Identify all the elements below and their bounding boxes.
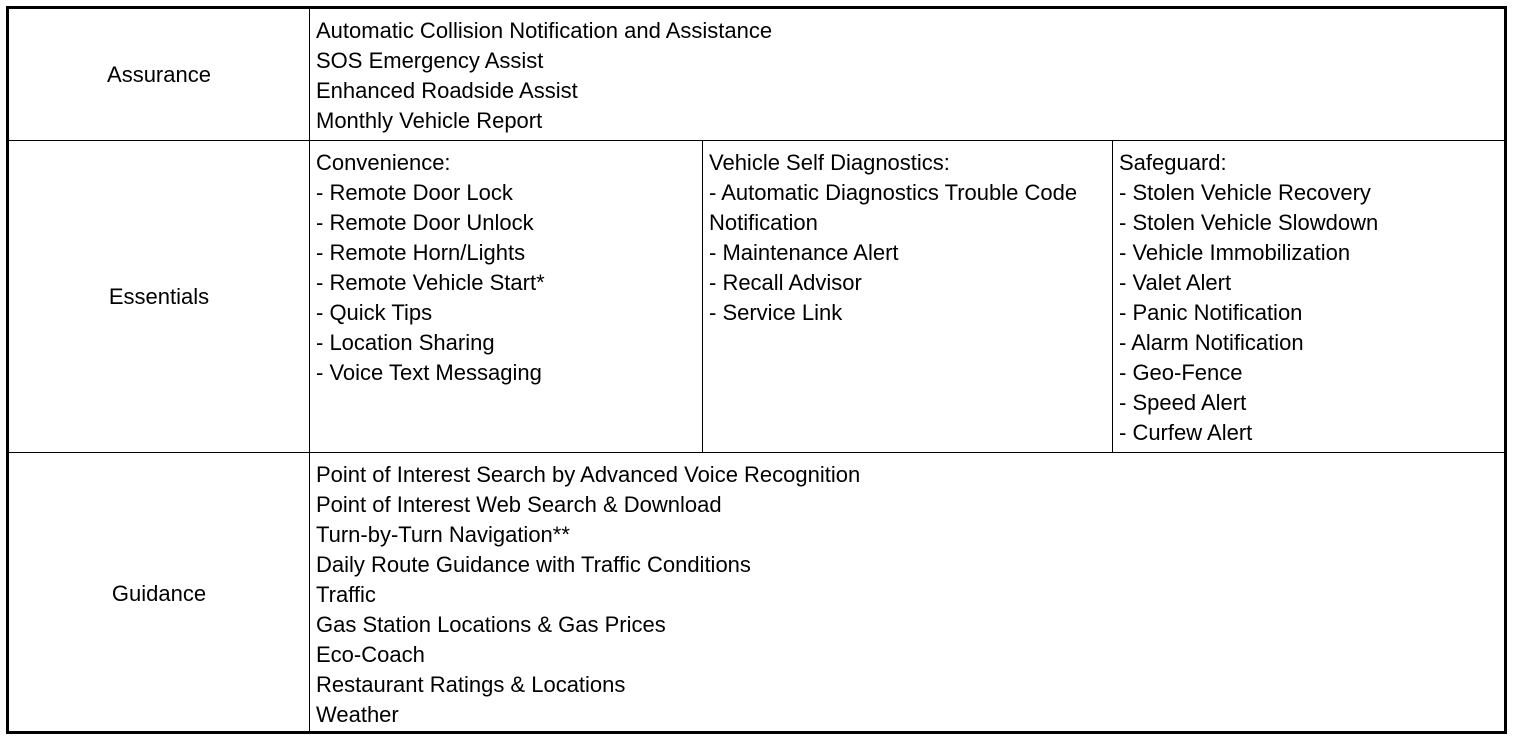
assurance-feature-list: [310, 9, 1504, 136]
list-item: - Remote Vehicle Start*: [316, 270, 545, 295]
services-table: [6, 6, 1507, 734]
guidance-features-cell: [310, 453, 1504, 734]
list-item: Monthly Vehicle Report: [316, 108, 543, 133]
row-label-essentials: Essentials: [9, 141, 310, 452]
list-item: - Service Link: [709, 300, 843, 325]
list-item: - Automatic Diagnostics Trouble Code Notification: [709, 180, 1078, 235]
list-item: Restaurant Ratings & Locations: [316, 672, 626, 697]
list-item: SOS Emergency Assist: [316, 48, 544, 73]
diagnostics-heading: Vehicle Self Diagnostics:: [709, 150, 950, 175]
list-item: - Valet Alert: [1119, 270, 1232, 295]
list-item: - Curfew Alert: [1119, 420, 1253, 445]
list-item: Weather: [316, 702, 399, 727]
list-item: Gas Station Locations & Gas Prices: [316, 612, 666, 637]
list-item: Point of Interest Web Search & Download: [316, 492, 722, 517]
list-item: Enhanced Roadside Assist: [316, 78, 578, 103]
essentials-features-cell: [310, 141, 1504, 452]
list-item: - Vehicle Immobilization: [1119, 240, 1351, 265]
list-item: - Remote Horn/Lights: [316, 240, 526, 265]
list-item: - Stolen Vehicle Slowdown: [1119, 210, 1379, 235]
list-item: - Voice Text Messaging: [316, 360, 542, 385]
convenience-list: [310, 141, 702, 388]
list-item: Daily Route Guidance with Traffic Conditions: [316, 552, 751, 577]
list-item: - Alarm Notification: [1119, 330, 1304, 355]
list-item: - Maintenance Alert: [709, 240, 899, 265]
list-item: Point of Interest Search by Advanced Voice Recognition: [316, 462, 861, 487]
guidance-feature-list: [310, 453, 1504, 730]
list-item: - Remote Door Unlock: [316, 210, 534, 235]
list-item: - Remote Door Lock: [316, 180, 513, 205]
list-item: - Geo-Fence: [1119, 360, 1243, 385]
convenience-cell: [310, 141, 703, 452]
assurance-features-cell: [310, 9, 1504, 140]
list-item: Traffic: [316, 582, 376, 607]
list-item: - Panic Notification: [1119, 300, 1303, 325]
safeguard-cell: [1113, 141, 1504, 452]
table-row-guidance: [9, 452, 1504, 734]
row-label-guidance: Guidance: [9, 453, 310, 734]
table-row-essentials: [9, 140, 1504, 452]
list-item: Automatic Collision Notification and Assistance: [316, 18, 773, 43]
convenience-heading: Convenience:: [316, 150, 451, 175]
list-item: - Quick Tips: [316, 300, 433, 325]
diagnostics-cell: [703, 141, 1113, 452]
diagnostics-list: [703, 141, 1112, 328]
table-row-assurance: [9, 9, 1504, 140]
list-item: Turn-by-Turn Navigation**: [316, 522, 570, 547]
list-item: Eco-Coach: [316, 642, 425, 667]
list-item: - Speed Alert: [1119, 390, 1247, 415]
list-item: - Recall Advisor: [709, 270, 862, 295]
safeguard-heading: Safeguard:: [1119, 150, 1227, 175]
list-item: - Stolen Vehicle Recovery: [1119, 180, 1371, 205]
safeguard-list: [1113, 141, 1504, 448]
row-label-assurance: Assurance: [9, 9, 310, 140]
list-item: - Location Sharing: [316, 330, 495, 355]
